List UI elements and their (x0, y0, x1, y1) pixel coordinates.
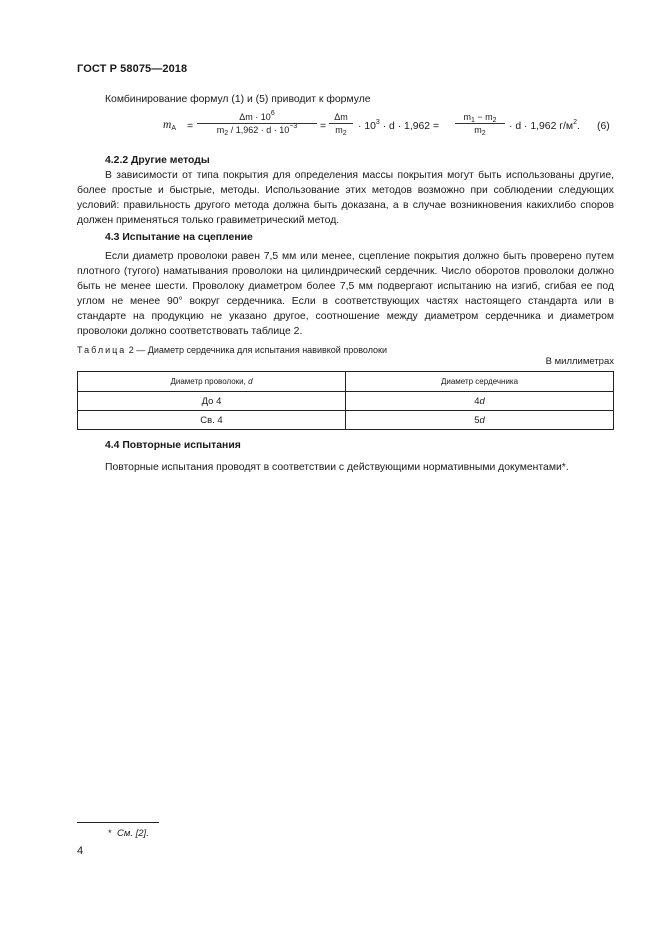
fraction-1: $\frac{\Delta m \cdot 10^6}{m_2 / 1,962 \cdot d \cdot 10^{-3}}$ (197, 112, 317, 135)
footnote-separator (77, 822, 159, 823)
section-heading-4-2-2: 4.2.2 Другие методы (105, 155, 210, 166)
table-header-row (78, 372, 614, 392)
formula-term-2: · $10^3 \cdot d \cdot 1,962$ = (358, 119, 440, 132)
cell-wire: Св. 4 (78, 411, 346, 430)
section-heading-4-3: 4.3 Испытание на сцепление (105, 232, 253, 243)
section-text-4-2-2: В зависимости от типа покрытия для определения массы покрытия могут быть использованы другие, более простые и быстрые, методы. Использование этих методов возможно при соблюдении следующих условий: правильность другого метода должна быть доказана, а в случае возникновения какихлибо споров должен применяться только гравиметрический метод. (77, 170, 614, 226)
table-row (78, 411, 614, 430)
section-heading-4-4: 4.4 Повторные испытания (105, 440, 241, 451)
page-number: 4 (77, 845, 84, 857)
cell-wire: До 4 (78, 392, 346, 411)
header-core-diameter: Диаметр сердечника (346, 372, 614, 392)
formula-6: $m_A$ = $\frac{\Delta m \cdot 10^6}{m_2 / 1,962 \cdot d \cdot 10^{-3}}$ = $\frac{\Delta m}{m_2}$ · $10^3 \cdot d \cdot 1,962$ = $\frac{m_1 - m_2}{m_2}$ · d · 1,962 $г/м^2$. (6) (163, 110, 610, 137)
section-text-4-3: Если диаметр проволоки равен 7,5 мм или менее, сцепление покрытия должно быть проверено путем плотного (тугого) наматывания проволоки на цилиндрический сердечник. Число оборотов проволоки должно быть не менее шести. Проволоку диаметром более 7,5 мм подвергают испытанию на изгиб, сгибая ее под углом не менее 90° вокруг сердечника. Если в соответствующих частях настоящего стандарта или в стандарте на продукцию не указано другое, соотношение между диаметром сердечника и диаметром проволоки должно соответствовать таблице 2. (77, 251, 614, 337)
section-text-4-4: Повторные испытания проводят в соответствии с действующими нормативными документами*. (105, 462, 569, 473)
fraction-3: $\frac{m_1 - m_2}{m_2}$ (455, 112, 505, 135)
formula-lhs: $m_A$ (163, 119, 176, 132)
document-header: ГОСТ Р 58075—2018 (77, 63, 188, 75)
table-2 (77, 371, 614, 430)
fraction-2: $\frac{\Delta m}{m_2}$ (329, 112, 353, 135)
cell-core: 5d (346, 411, 614, 430)
table-row (78, 392, 614, 411)
table-unit: В миллиметрах (545, 356, 614, 367)
header-wire-diameter: Диаметр проволоки, d (78, 372, 346, 392)
footnote: * См. [2]. (108, 828, 149, 839)
table-caption: Таблица 2 — Диаметр сердечника для испытания навивкой проволоки (77, 345, 388, 355)
formula-number: (6) (597, 121, 610, 132)
intro-text: Комбинирование формул (1) и (5) приводит к формуле (105, 94, 371, 105)
cell-core: 4d (346, 392, 614, 411)
formula-term-3: · d · 1,962 $г/м^2$. (509, 119, 580, 132)
